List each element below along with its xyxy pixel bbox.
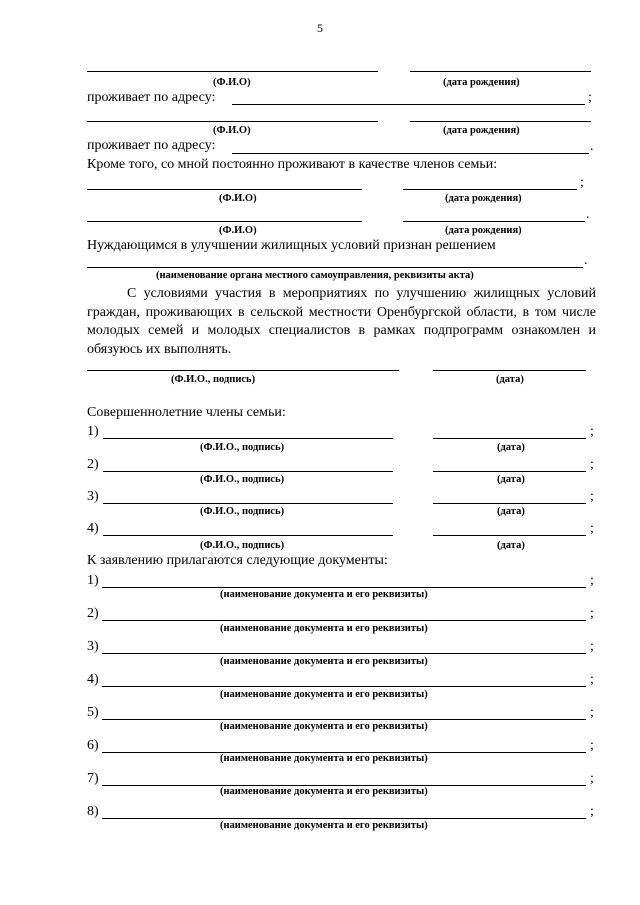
doc-row-number: 1) <box>87 573 99 588</box>
document-line[interactable] <box>102 686 586 687</box>
fio-signature-caption: (Ф.И.О., подпись) <box>171 374 256 385</box>
birth-date-line[interactable] <box>403 189 577 190</box>
date-line[interactable] <box>433 471 586 472</box>
doc-caption: (наименование документа и его реквизиты) <box>220 589 428 600</box>
doc-row-number: 6) <box>87 738 99 753</box>
period: . <box>590 139 594 154</box>
recognized-needy-text: Нуждающимся в улучшении жилищных условий признан решением <box>87 238 496 253</box>
semicolon: ; <box>590 672 594 687</box>
semicolon: ; <box>588 90 592 105</box>
semicolon: ; <box>590 639 594 654</box>
signature-line[interactable] <box>103 471 393 472</box>
birth-date-line[interactable] <box>403 221 585 222</box>
fio-line[interactable] <box>87 221 362 222</box>
docs-attached-heading: К заявлению прилагаются следующие документы: <box>87 553 388 568</box>
document-line[interactable] <box>102 818 586 819</box>
signature-line[interactable] <box>103 438 393 439</box>
semicolon: ; <box>580 175 584 190</box>
semicolon: ; <box>590 573 594 588</box>
org-decision-line[interactable] <box>87 267 583 268</box>
fio-caption: (Ф.И.О) <box>213 125 251 136</box>
address-line[interactable] <box>232 153 589 154</box>
fio-line[interactable] <box>87 121 378 122</box>
family-intro-text: Кроме того, со мной постоянно проживают в качестве членов семьи: <box>87 157 498 172</box>
birth-date-line[interactable] <box>410 71 591 72</box>
page-number: 5 <box>317 21 323 35</box>
date-line[interactable] <box>433 370 586 371</box>
adult-row-number: 1) <box>87 424 99 439</box>
org-name-caption: (наименование органа местного самоуправления, реквизиты акта) <box>156 270 474 281</box>
date-caption: (дата) <box>497 474 525 485</box>
semicolon: ; <box>590 804 594 819</box>
semicolon: ; <box>590 771 594 786</box>
date-line[interactable] <box>433 503 586 504</box>
fio-signature-caption: (Ф.И.О., подпись) <box>200 442 285 453</box>
date-caption: (дата) <box>496 374 524 385</box>
semicolon: ; <box>590 738 594 753</box>
semicolon: ; <box>590 521 594 536</box>
doc-caption: (наименование документа и его реквизиты) <box>220 753 428 764</box>
date-caption: (дата) <box>497 442 525 453</box>
semicolon: ; <box>590 457 594 472</box>
fio-caption: (Ф.И.О) <box>219 193 257 204</box>
adult-row-number: 4) <box>87 521 99 536</box>
period: . <box>586 207 590 222</box>
resides-at-label: проживает по адресу: <box>87 138 216 153</box>
signature-line[interactable] <box>87 370 399 371</box>
document-line[interactable] <box>102 620 586 621</box>
adult-row-number: 3) <box>87 489 99 504</box>
resides-at-label: проживает по адресу: <box>87 90 216 105</box>
doc-caption: (наименование документа и его реквизиты) <box>220 623 428 634</box>
birth-date-caption: (дата рождения) <box>445 193 522 204</box>
date-caption: (дата) <box>497 540 525 551</box>
address-line[interactable] <box>232 104 585 105</box>
doc-caption: (наименование документа и его реквизиты) <box>220 786 428 797</box>
fio-signature-caption: (Ф.И.О., подпись) <box>200 540 285 551</box>
semicolon: ; <box>590 606 594 621</box>
semicolon: ; <box>590 705 594 720</box>
fio-signature-caption: (Ф.И.О., подпись) <box>200 506 285 517</box>
doc-row-number: 4) <box>87 672 99 687</box>
period: . <box>584 253 588 268</box>
signature-line[interactable] <box>103 503 393 504</box>
birth-date-caption: (дата рождения) <box>443 77 520 88</box>
doc-caption: (наименование документа и его реквизиты) <box>220 656 428 667</box>
birth-date-caption: (дата рождения) <box>445 225 522 236</box>
date-caption: (дата) <box>497 506 525 517</box>
doc-row-number: 8) <box>87 804 99 819</box>
document-line[interactable] <box>102 719 586 720</box>
fio-caption: (Ф.И.О) <box>219 225 257 236</box>
conditions-paragraph: С условиями участия в мероприятиях по улучшению жилищных условий граждан, проживающих в сельской местности Оренбургской области, в том числе молодых семей и молодых специалистов в рамках подпрограмм ознакомлен и обязуюсь их выполнять. <box>87 286 596 357</box>
semicolon: ; <box>590 489 594 504</box>
fio-signature-caption: (Ф.И.О., подпись) <box>200 474 285 485</box>
doc-caption: (наименование документа и его реквизиты) <box>220 689 428 700</box>
date-line[interactable] <box>433 535 586 536</box>
doc-row-number: 2) <box>87 606 99 621</box>
document-line[interactable] <box>102 653 586 654</box>
doc-row-number: 7) <box>87 771 99 786</box>
adult-row-number: 2) <box>87 457 99 472</box>
date-line[interactable] <box>433 438 586 439</box>
doc-row-number: 5) <box>87 705 99 720</box>
fio-line[interactable] <box>87 71 378 72</box>
doc-caption: (наименование документа и его реквизиты) <box>220 721 428 732</box>
adult-members-heading: Совершеннолетние члены семьи: <box>87 405 286 420</box>
doc-row-number: 3) <box>87 639 99 654</box>
birth-date-caption: (дата рождения) <box>443 125 520 136</box>
doc-caption: (наименование документа и его реквизиты) <box>220 820 428 831</box>
fio-caption: (Ф.И.О) <box>213 77 251 88</box>
fio-line[interactable] <box>87 189 362 190</box>
semicolon: ; <box>590 424 594 439</box>
document-line[interactable] <box>102 587 586 588</box>
birth-date-line[interactable] <box>410 121 591 122</box>
signature-line[interactable] <box>103 535 393 536</box>
